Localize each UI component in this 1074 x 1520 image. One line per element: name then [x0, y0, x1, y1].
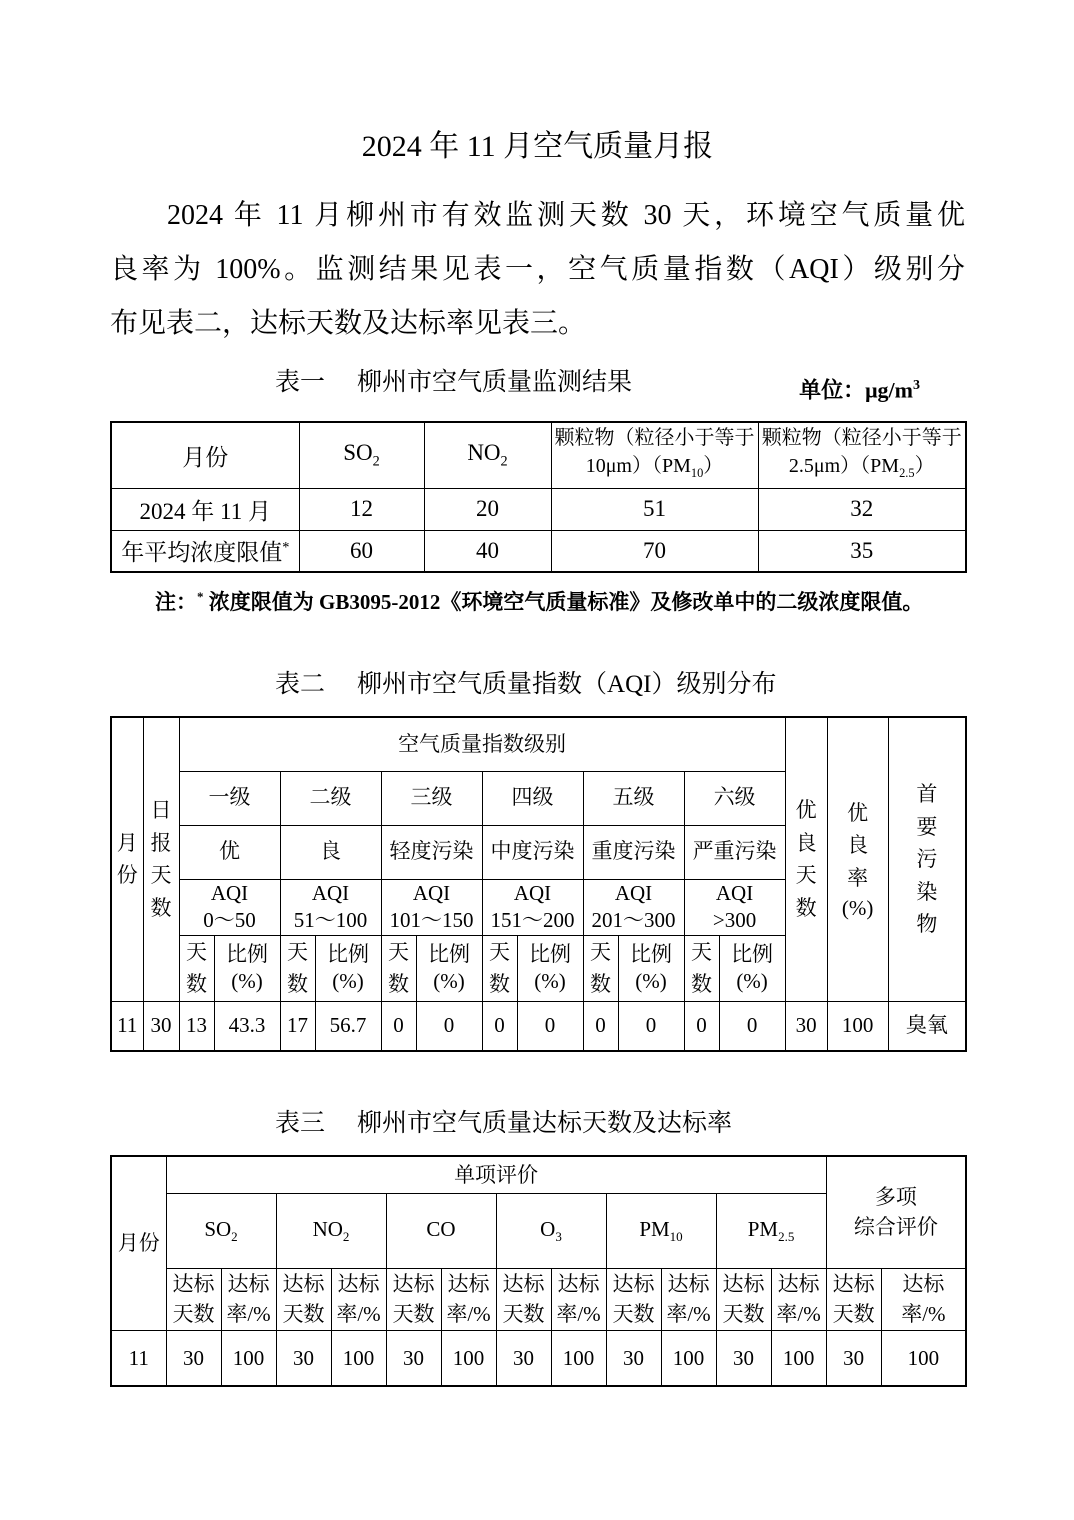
- t3-sub-rate: 达标 率/%: [441, 1268, 496, 1330]
- t3-cell: 11: [111, 1330, 166, 1386]
- t2-sub-ratio: 比例 (%): [719, 935, 785, 1001]
- table1-caption-title: 柳州市空气质量监测结果: [357, 369, 633, 397]
- t2-cell: 臭氧: [888, 1001, 966, 1051]
- table1-limit-row: [111, 530, 966, 572]
- t1-cell: 2024 年 11 月: [111, 488, 299, 530]
- t3-cell: 100: [551, 1330, 606, 1386]
- t1-cell: 51: [551, 488, 758, 530]
- t3-sub-days: 达标 天数: [166, 1268, 221, 1330]
- t2-aqi-range: AQI >300: [684, 879, 785, 935]
- table3-caption-title: 柳州市空气质量达标天数及达标率: [357, 1110, 733, 1138]
- t1-cell: 12: [299, 488, 424, 530]
- t3-sub-rate: 达标 率/%: [881, 1268, 966, 1330]
- table3-caption-label: 表三: [275, 1110, 326, 1138]
- t3-pollutant-pm10: $PM_{10}$: [606, 1193, 716, 1268]
- t2-header-good-days: 优良天数: [785, 717, 827, 1001]
- footnote-asterisk: *: [197, 589, 204, 605]
- paragraph-line: 2024 年 11 月柳州市有效监测天数 30 天，环境空气质量优: [167, 200, 965, 232]
- t3-header-month: 月份: [111, 1156, 166, 1330]
- t2-cell: 0: [517, 1001, 583, 1051]
- table1-footnote: 注：* 浓度限值为 GB3095-2012《环境空气质量标准》及修改单中的二级浓度限值。: [155, 589, 924, 615]
- t2-sub-days: 天数: [482, 935, 517, 1001]
- t2-sub-days: 天数: [684, 935, 719, 1001]
- t2-sub-ratio: 比例 (%): [315, 935, 381, 1001]
- t3-cell: 100: [331, 1330, 386, 1386]
- table1-caption-label: 表一: [275, 369, 326, 397]
- t2-grade: 六级: [684, 771, 785, 825]
- t2-grade-name: 良: [280, 825, 381, 879]
- t3-sub-rate: 达标 率/%: [331, 1268, 386, 1330]
- t1-cell: 40: [424, 530, 551, 572]
- paragraph-line: 良率为 100%。监测结果见表一，空气质量指数（AQI）级别分: [110, 254, 965, 286]
- t2-cell: 0: [618, 1001, 684, 1051]
- t2-sub-days: 天数: [381, 935, 416, 1001]
- t2-cell: 30: [143, 1001, 179, 1051]
- t3-cell: 30: [826, 1330, 881, 1386]
- t2-aqi-range: AQI 0～50: [179, 879, 280, 935]
- table3-subheader-row: [111, 1268, 966, 1330]
- t2-cell: 100: [827, 1001, 888, 1051]
- t3-pollutant-pm25: $PM_{2.5}$: [716, 1193, 826, 1268]
- t3-cell: 100: [771, 1330, 826, 1386]
- t3-sub-days: 达标 天数: [606, 1268, 661, 1330]
- unit-superscript: 3: [913, 378, 920, 394]
- table2-header-row1: [111, 717, 966, 771]
- t3-header-single-eval: 单项评价: [166, 1156, 826, 1193]
- table1-unit: 单位：$\mu g/m^3$: [799, 377, 920, 403]
- t2-sub-ratio: 比例 (%): [618, 935, 684, 1001]
- t2-aqi-range: AQI 201～300: [583, 879, 684, 935]
- t3-pollutant-o3: $O_3$: [496, 1193, 606, 1268]
- t3-cell: 30: [166, 1330, 221, 1386]
- t3-cell: 100: [881, 1330, 966, 1386]
- t3-header-multi-eval: 多项 综合评价: [826, 1156, 966, 1268]
- table3-data-row: [111, 1330, 966, 1386]
- t2-grade-name: 严重污染: [684, 825, 785, 879]
- paragraph-line: 布见表二，达标天数及达标率见表三。: [110, 308, 587, 340]
- t2-cell: 13: [179, 1001, 214, 1051]
- t2-cell: 0: [719, 1001, 785, 1051]
- t1-header-pm25: 颗粒物（粒径小于等于 $2.5\mu m)(PM_{2.5})$: [758, 422, 966, 488]
- document-page: [110, 0, 965, 1387]
- t1-cell: 35: [758, 530, 966, 572]
- t2-cell: 43.3: [214, 1001, 280, 1051]
- t2-cell: 0: [416, 1001, 482, 1051]
- t2-cell: 0: [482, 1001, 517, 1051]
- table3-caption: [110, 1108, 965, 1140]
- t2-header-aqi-levels: 空气质量指数级别: [179, 717, 785, 771]
- page-title: 2024 年 11 月空气质量月报: [361, 130, 714, 163]
- t3-sub-days: 达标 天数: [716, 1268, 771, 1330]
- t1-cell: 70: [551, 530, 758, 572]
- t2-sub-days: 天数: [179, 935, 214, 1001]
- t3-sub-days: 达标 天数: [496, 1268, 551, 1330]
- t2-header-daily-days: 日报天数: [143, 717, 179, 1001]
- t2-cell: 56.7: [315, 1001, 381, 1051]
- t2-cell: 17: [280, 1001, 315, 1051]
- t2-sub-ratio: 比例 (%): [214, 935, 280, 1001]
- t2-grade: 三级: [381, 771, 482, 825]
- table2-data-row: [111, 1001, 966, 1051]
- t2-cell: 30: [785, 1001, 827, 1051]
- t3-pollutant-co: CO: [386, 1193, 496, 1268]
- t2-grade-name: 中度污染: [482, 825, 583, 879]
- t2-grade: 四级: [482, 771, 583, 825]
- t2-header-good-rate: 优良率 (%): [827, 717, 888, 1001]
- t2-grade: 一级: [179, 771, 280, 825]
- table1-data-row: [111, 488, 966, 530]
- t1-cell: 20: [424, 488, 551, 530]
- t2-cell: 0: [583, 1001, 618, 1051]
- table2-caption-label: 表二: [275, 671, 326, 699]
- t1-limit-label: 年平均浓度限值*: [111, 530, 299, 572]
- t2-grade: 五级: [583, 771, 684, 825]
- t2-grade: 二级: [280, 771, 381, 825]
- t3-cell: 30: [496, 1330, 551, 1386]
- table3-attainment: [110, 1155, 967, 1387]
- t2-grade-name: 轻度污染: [381, 825, 482, 879]
- t1-header-so2: $SO_2$: [299, 422, 424, 488]
- t1-header-no2: $NO_2$: [424, 422, 551, 488]
- t3-sub-rate: 达标 率/%: [661, 1268, 716, 1330]
- t2-sub-ratio: 比例 (%): [517, 935, 583, 1001]
- t2-aqi-range: AQI 101～150: [381, 879, 482, 935]
- t2-grade-name: 重度污染: [583, 825, 684, 879]
- t2-cell: 0: [684, 1001, 719, 1051]
- t3-cell: 100: [661, 1330, 716, 1386]
- t2-cell: 0: [381, 1001, 416, 1051]
- t3-sub-days: 达标 天数: [386, 1268, 441, 1330]
- table3-header-row1: [111, 1156, 966, 1193]
- t3-sub-rate: 达标 率/%: [771, 1268, 826, 1330]
- t2-aqi-range: AQI 151～200: [482, 879, 583, 935]
- t3-pollutant-no2: $NO_2$: [276, 1193, 386, 1268]
- t3-cell: 30: [386, 1330, 441, 1386]
- intro-paragraph: [110, 189, 965, 351]
- t2-sub-days: 天数: [280, 935, 315, 1001]
- t1-header-month: 月份: [111, 422, 299, 488]
- t3-cell: 100: [221, 1330, 276, 1386]
- t1-cell: 60: [299, 530, 424, 572]
- t3-sub-rate: 达标 率/%: [551, 1268, 606, 1330]
- table2-caption-title: 柳州市空气质量指数（AQI）级别分布: [357, 671, 777, 699]
- table1-header-row: [111, 422, 966, 488]
- t3-sub-days: 达标 天数: [826, 1268, 881, 1330]
- t2-grade-name: 优: [179, 825, 280, 879]
- t2-aqi-range: AQI 51～100: [280, 879, 381, 935]
- t2-sub-ratio: 比例 (%): [416, 935, 482, 1001]
- t2-sub-days: 天数: [583, 935, 618, 1001]
- t3-cell: 30: [716, 1330, 771, 1386]
- table1-caption: [110, 367, 965, 403]
- t2-header-primary-pollutant: 首要污染物: [888, 717, 966, 1001]
- t3-cell: 30: [606, 1330, 661, 1386]
- table2-aqi-distribution: [110, 716, 967, 1052]
- t3-cell: 100: [441, 1330, 496, 1386]
- t3-cell: 30: [276, 1330, 331, 1386]
- t3-pollutant-so2: $SO_2$: [166, 1193, 276, 1268]
- table2-caption: [110, 669, 965, 701]
- t1-header-pm10: 颗粒物（粒径小于等于 $10\mu m)(PM_{10})$: [551, 422, 758, 488]
- t3-sub-days: 达标 天数: [276, 1268, 331, 1330]
- t2-header-month: 月份: [111, 717, 143, 1001]
- t3-sub-rate: 达标 率/%: [221, 1268, 276, 1330]
- t2-cell: 11: [111, 1001, 143, 1051]
- table1-monitoring-results: [110, 421, 967, 573]
- t1-cell: 32: [758, 488, 966, 530]
